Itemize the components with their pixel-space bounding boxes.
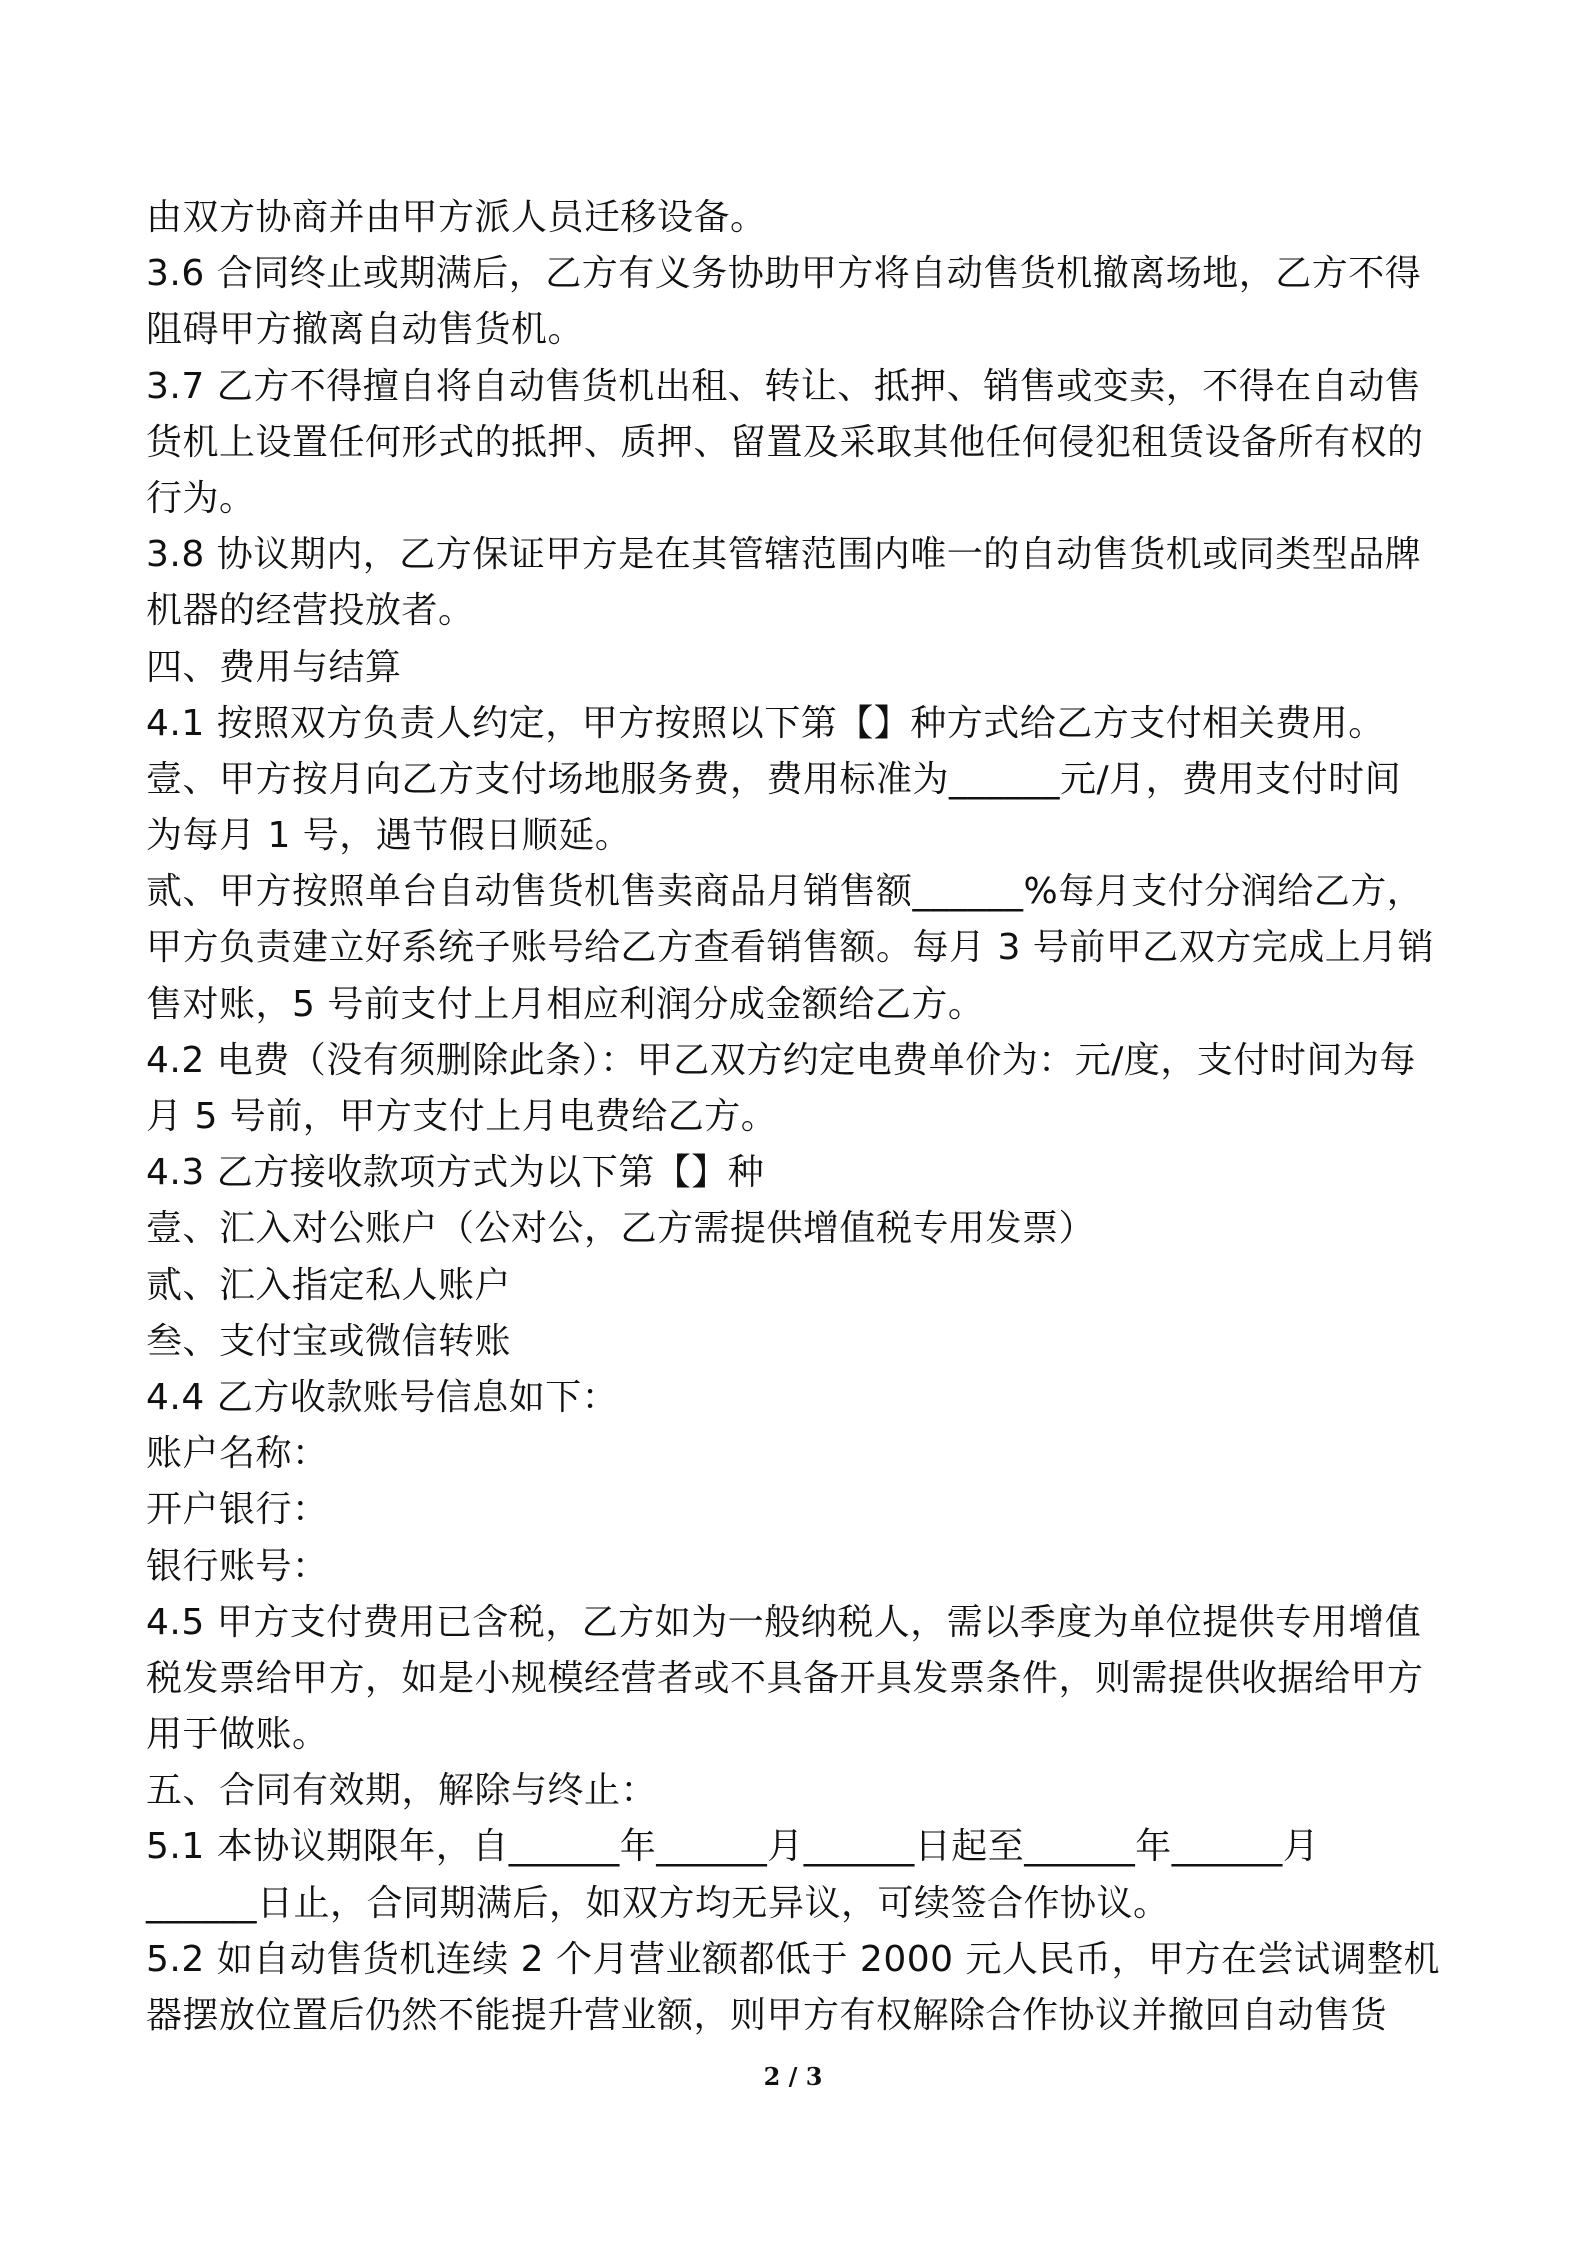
text-line: 用于做账。 (146, 1714, 329, 1756)
text-line: 4.1 按照双方负责人约定，甲方按照以下第【】种方式给乙方支付相关费用。 (146, 702, 1385, 744)
text-line: 4.2 电费（没有须删除此条）：甲乙双方约定电费单价为：元/度，支付时间为每 (146, 1039, 1416, 1081)
section-heading: 五、合同有效期，解除与终止： (146, 1770, 658, 1812)
section-heading: 四、费用与结算 (146, 646, 402, 688)
text-line: 阻碍甲方撤离自动售货机。 (146, 309, 585, 351)
text-line: 3.8 协议期内，乙方保证甲方是在其管辖范围内唯一的自动售货机或同类型品牌 (146, 534, 1422, 576)
text-line: 4.5 甲方支付费用已含税，乙方如为一般纳税人，需以季度为单位提供专用增值 (146, 1601, 1422, 1643)
text-line: 货机上设置任何形式的抵押、质押、留置及采取其他任何侵犯租赁设备所有权的 (146, 421, 1424, 463)
text-line: 4.3 乙方接收款项方式为以下第【】种 (146, 1152, 765, 1194)
text-line: 贰、甲方按照单台自动售货机售卖商品月销售额______%每月支付分润给乙方， (146, 871, 1424, 913)
text-line: 售对账，5 号前支付上月相应利润分成金额给乙方。 (146, 983, 985, 1025)
contract-text (146, 190, 1446, 2044)
text-line: 5.1 本协议期限年，自______年______月______日起至______年______月 (146, 1826, 1320, 1868)
text-line: 月 5 号前，甲方支付上月电费给乙方。 (146, 1096, 778, 1137)
text-line: 为每月 1 号，遇节假日顺延。 (146, 815, 632, 857)
text-line: 行为。 (146, 477, 256, 519)
text-line: 贰、汇入指定私人账户 (146, 1264, 512, 1306)
text-line: 叁、支付宝或微信转账 (146, 1320, 512, 1362)
text-line: 5.2 如自动售货机连续 2 个月营业额都低于 2000 元人民币，甲方在尝试调整机 (146, 1938, 1440, 1980)
text-line: 器摆放位置后仍然不能提升营业额，则甲方有权解除合作协议并撤回自动售货 (146, 1995, 1388, 2036)
bank-account-label: 银行账号： (146, 1545, 329, 1587)
page-number: 2 / 3 (763, 2062, 823, 2091)
text-line: 壹、汇入对公账户（公对公，乙方需提供增值税专用发票） (146, 1208, 1096, 1250)
text-line: 壹、甲方按月向乙方支付场地服务费，费用标准为______元/月，费用支付时间 (146, 758, 1402, 800)
text-line: 4.4 乙方收款账号信息如下： (146, 1376, 619, 1418)
account-name-label: 账户名称： (146, 1433, 329, 1475)
text-line: 3.7 乙方不得擅自将自动售货机出租、转让、抵押、销售或变卖，不得在自动售 (146, 365, 1422, 407)
text-line: 3.6 合同终止或期满后，乙方有义务协助甲方将自动售货机撤离场地，乙方不得 (146, 253, 1422, 295)
text-line: 由双方协商并由甲方派人员迁移设备。 (146, 197, 767, 238)
text-line: 税发票给甲方，如是小规模经营者或不具备开具发票条件，则需提供收据给甲方 (146, 1657, 1424, 1699)
text-line: ______日止，合同期满后，如双方均无异议，可续签合作协议。 (146, 1882, 1170, 1924)
text-line: 机器的经营投放者。 (146, 590, 475, 632)
text-line: 甲方负责建立好系统子账号给乙方查看销售额。每月 3 号前甲乙双方完成上月销 (146, 927, 1435, 969)
bank-name-label: 开户银行： (146, 1489, 329, 1531)
